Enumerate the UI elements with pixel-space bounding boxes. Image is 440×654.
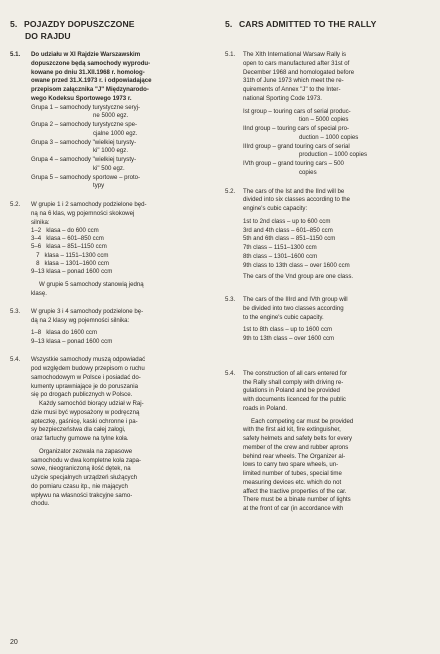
section-title-pl: 5. POJAZDY DOPUSZCZONE DO RAJDU bbox=[10, 19, 135, 41]
paragraph-5-3-en: 5.3. The cars of the IIIrd and IVth group will be divided into two classes according to the engine's cubic capacity. 1st to 8th class – up to 1600 ccm 9th to 13th class – over 1600 ccm bbox=[225, 296, 348, 342]
page-number: 20 bbox=[10, 639, 18, 646]
paragraph-5-4-en: 5.4. The construction of all cars entered for the Rally shall comply with driving re- gulations in Poland and be provided with documents licenced for the public roads in Poland. Each competing car must be provided with the first aid kit, fire extinguisher, safety helmets and safety belts for every member of the crew and rubber aprons behind rear wheels. The Organizer al- lows to carry two spare wheels, un- limited number of tubes, special time measuring devices etc. which do not affect the tractive properties of the car. There must be a binate number of lights at the front of car (in accordance with bbox=[225, 369, 354, 512]
section-title-en: 5. CARS ADMITTED TO THE RALLY bbox=[225, 19, 377, 29]
paragraph-5-1-pl: 5.1. Do udziału w XI Rajdzie Warszawskim dopuszczone będą samochody wyprodu- kowane po dniu 31.XII.1968 r. homolog- owane przed 31.X.1973 r. i odpowiadające przepisom załącznika "J" Międzynarodo- wego Kodeksu Sportowego 1973 r. Grupa 1 – samochody turystyczne seryj- ne 5000 egz. Grupa 2 – samochody turystyczne spe- cjalne 1000 egz. Grupa 3 – samochody "wielkiej turysty- ki" 1000 egz. Grupa 4 – samochody "wielkiej turysty- ki" 500 egz. Grupa 5 – samochody sportowe – proto- typy bbox=[10, 51, 152, 190]
english-column bbox=[225, 18, 433, 524]
polish-column bbox=[10, 18, 216, 519]
paragraph-5-4-pl: 5.4. Wszystkie samochody muszą odpowiadać pod względem budowy przepisom o ruchu samochodowym w Polsce i posiadać do- kumenty uprawniające je do poruszania się po drogach publicznych w Polsce. Każdy samochód biorący udział w Raj- dzie musi być wyposażony w podręczną apteczkę, gaśnicę, kaski ochronne i pa- sy bezpieczeństwa dla całej załogi, oraz fartuchy gumowe na tylne koła. Organizator zezwala na zapasowe samochodu w dwa kompletne koła zapa- sowe, nieograniczoną ilość dętek, na użycie specjalnych urządzeń służących do pomiaru czasu itp., nie mających wpływu na własności trakcyjne samo- chodu. bbox=[10, 356, 146, 508]
paragraph-5-1-en: 5.1. The XIth International Warsaw Rally is open to cars manufactured after 31st of December 1968 and homologated before 31th of June 1973 which meet the re- quirements of Annex "J" to the Inter- national Sporting Code 1973. Ist group – touring cars of serial produc- tion – 5000 copies IInd group – touring cars of special pro- duction – 1000 copies IIIrd group – grand touring cars of serial production – 1000 copies IVth group – grand touring cars – 500 copies bbox=[225, 51, 368, 176]
paragraph-5-2-en: 5.2. The cars of the Ist and the IInd will be divided into six classes according to the engine's cubic capacity: 1st to 2nd class – up to 600 ccm 3rd and 4th class – 601–850 ccm 5th and 6th class – 851–1150 ccm 7th class – 1151–1300 ccm 8th class – 1301–1600 ccm 9th class to 13th class – over 1600 ccm The cars of the Vnd group are one class. bbox=[225, 187, 354, 281]
paragraph-5-3-pl: 5.3. W grupie 3 i 4 samochody podzielone bę- dą na 2 klasy wg pojemności silnika: 1–8 klasa do 1600 ccm 9–13 klasa – ponad 1600 ccm bbox=[10, 308, 144, 345]
paragraph-5-2-pl: 5.2. W grupie 1 i 2 samochody podzielone będ- ną na 6 klas, wg pojemności skokowej silnika: 1–2 klasa – do 600 ccm 3–4 klasa – 601–850 ccm 5–6 klasa – 851–1150 ccm 7 klasa – 1151–1300 ccm 8 klasa – 1301–1600 ccm 9–13 klasa – ponad 1600 ccm W grupie 5 samochody stanowią jedną klasę. bbox=[10, 201, 147, 297]
